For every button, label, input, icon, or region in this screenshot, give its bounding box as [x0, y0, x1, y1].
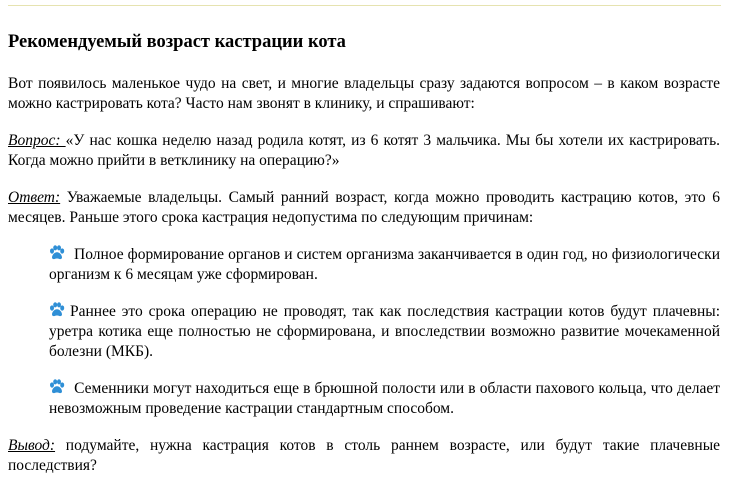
answer-text: Уважаемые владельцы. Самый ранний возраст, когда можно проводить кастрацию котов, это 6 месяцев. Раньше этого срока кастрация недопустима по следующим причинам:: [8, 189, 720, 226]
article-title: Рекомендуемый возраст кастрации кота: [8, 32, 346, 52]
reason-item-1: [49, 245, 720, 285]
reason-text-2: Раннее это срока операцию не проводят, так как последствия кастрации котов будут плачевны: уретра котика еще полностью не сформирована, и впоследствии возможно развитие мочекаменной болезни (МКБ).: [49, 303, 720, 360]
conclusion-paragraph: [8, 436, 720, 476]
answer-paragraph: [8, 188, 720, 228]
conclusion-text: подумайте, нужна кастрация котов в столь раннем возрасте, или будут такие плачевные последствия?: [8, 437, 720, 474]
article: [8, 30, 720, 493]
reason-item-2: [49, 302, 720, 362]
paw-icon: [49, 245, 65, 260]
reason-text-1: Полное формирование органов и систем организма заканчивается в один год, но физиологически организм к 6 месяцам уже сформирован.: [49, 246, 720, 283]
question-label: Вопрос:: [8, 132, 66, 149]
question-paragraph: [8, 131, 720, 171]
intro-paragraph: Вот появилось маленькое чудо на свет, и многие владельцы сразу задаются вопросом – в каком возрасте можно кастрировать кота? Часто нам звонят в клинику, и спрашивают:: [8, 75, 720, 112]
answer-label: Ответ:: [8, 189, 61, 206]
question-text: «У нас кошка неделю назад родила котят, из 6 котят 3 мальчика. Мы бы хотели их кастрировать. Когда можно прийти в ветклинику на операцию?»: [8, 132, 721, 169]
paw-icon: [49, 302, 65, 317]
top-divider: [8, 5, 721, 6]
paw-icon: [49, 379, 65, 394]
reason-item-3: [49, 379, 720, 419]
reason-text-3: Семенники могут находиться еще в брюшной полости или в области пахового кольца, что делает невозможным проведение кастрации стандартным способом.: [49, 380, 720, 417]
conclusion-label: Вывод:: [8, 437, 56, 454]
